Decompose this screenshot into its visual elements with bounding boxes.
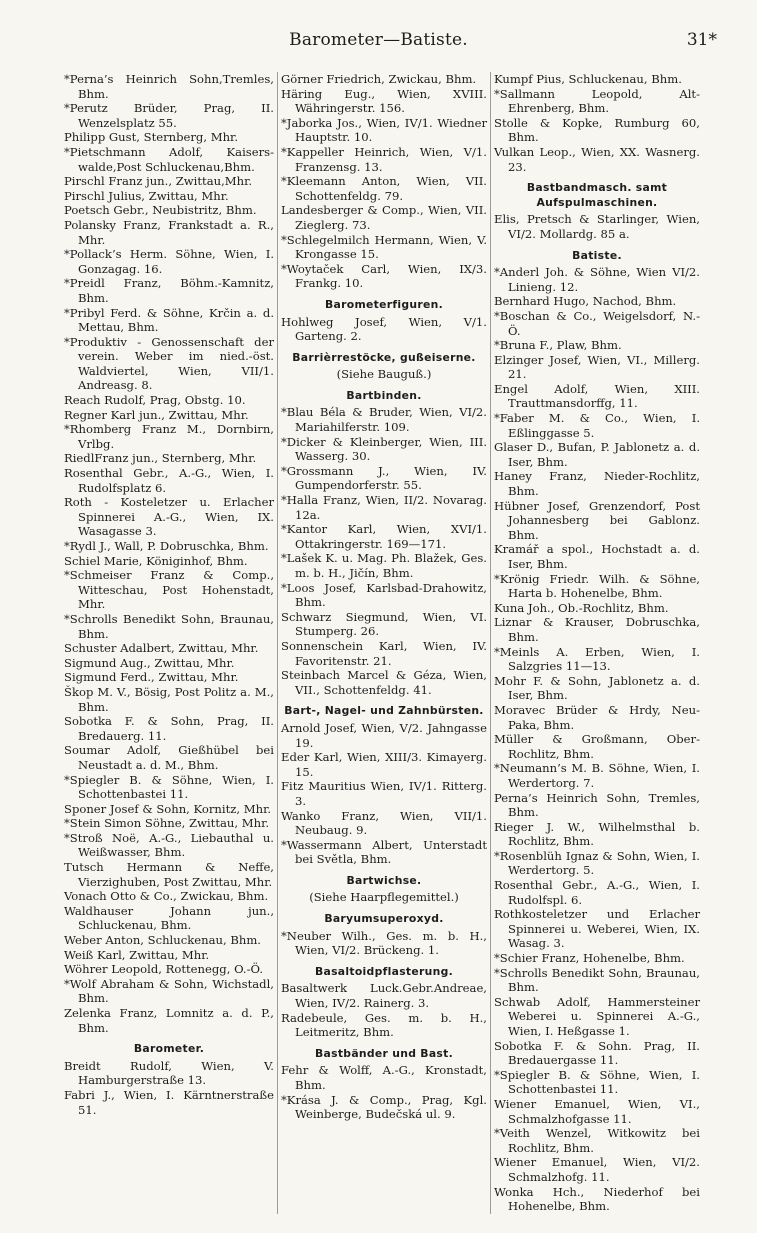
directory-entry: Pirschl Franz jun., Zwittau,Mhr. — [64, 174, 253, 189]
page-number: 31* — [686, 30, 717, 50]
directory-entry: Wanko Franz, Wien, VII/1. Neubaug. 9. — [281, 808, 487, 838]
directory-entry: Zelenka Franz, Lomnitz a. d. P., Bhm. — [64, 1006, 274, 1035]
directory-entry: Škop M. V., Bösig, Post Politz a. M., Bhm. — [64, 684, 274, 714]
directory-entry: *Spiegler B. & Söhne, Wien, I. Schottenbastei 11. — [494, 1067, 700, 1097]
section-heading: Bastbänder und Bast. — [314, 1046, 453, 1060]
directory-entry: Rosenthal Gebr., A.-G., Wien, I. Rudolfspl. 6. — [494, 878, 700, 907]
directory-entry: *Spiegler B. & Söhne, Wien, I. Schottenbastei 11. — [64, 772, 274, 802]
directory-entry: Vonach Otto & Co., Zwickau, Bhm. — [64, 889, 269, 904]
directory-entry: Perna’s Heinrich Sohn, Tremles, Bhm. — [494, 790, 700, 820]
column-2 — [277, 72, 490, 1214]
directory-entry: Sigmund Aug., Zwittau, Mhr. — [64, 655, 235, 670]
section-heading: Barometerfiguren. — [325, 297, 443, 311]
directory-entry: *Schrolls Benedikt Sohn, Braunau, Bhm. — [64, 611, 274, 641]
directory-entry: Weiß Karl, Zwittau, Mhr. — [64, 947, 210, 962]
directory-entry: Tutsch Hermann & Neffe, Vierzighuben, Post Zwittau, Mhr. — [64, 860, 274, 889]
directory-entry: Elzinger Josef, Wien, VI., Millerg. 21. — [494, 352, 700, 382]
directory-entry: Breidt Rudolf, Wien, V. Hamburgerstraße 13. — [64, 1058, 274, 1088]
directory-entry: Rothkosteletzer und Erlacher Spinnerei u. Weberei, Wien, IX. Wasag. 3. — [494, 907, 700, 951]
directory-entry: *Kantor Karl, Wien, XVI/1. Ottakringerstr. 169—171. — [281, 522, 487, 551]
directory-entry: Wonka Hch., Niederhof bei Hohenelbe, Bhm. — [494, 1184, 700, 1214]
directory-entry: *Pietschmann Adolf, Kaisers-walde,Post Schluckenau,Bhm. — [64, 144, 274, 174]
directory-entry: *Krása J. & Comp., Prag, Kgl. Weinberge, Budečská ul. 9. — [281, 1092, 487, 1122]
directory-entry: *Meinls A. Erben, Wien, I. Salzgries 11—13. — [494, 644, 700, 674]
directory-entry: Regner Karl jun., Zwittau, Mhr. — [64, 407, 249, 422]
directory-entry: Hohlweg Josef, Wien, V/1. Garteng. 2. — [281, 314, 487, 344]
directory-entry: *Schlegelmilch Hermann, Wien, V. Krongasse 15. — [281, 232, 487, 262]
directory-entry: Poetsch Gebr., Neubistritz, Bhm. — [64, 203, 257, 218]
directory-entry: Kramář a spol., Hochstadt a. d. Iser, Bhm. — [494, 542, 700, 571]
directory-entry: *Jaborka Jos., Wien, IV/1. Wiedner Hauptstr. 10. — [281, 115, 487, 145]
directory-entry: Fehr & Wolff, A.-G., Kronstadt, Bhm. — [281, 1063, 487, 1092]
directory-entry: *Krönig Friedr. Wilh. & Söhne, Harta b. Hohenelbe, Bhm. — [494, 571, 700, 601]
directory-entry: Sobotka F. & Sohn. Prag, II. Bredauergasse 11. — [494, 1038, 700, 1068]
directory-entry: Roth - Kosteletzer u. Erlacher Spinnerei A.-G., Wien, IX. Wasagasse 3. — [64, 495, 274, 539]
directory-entry: *Grossmann J., Wien, IV. Gumpendorferstr. 55. — [281, 463, 487, 493]
directory-entry: Steinbach Marcel & Géza, Wien, VII., Schottenfeldg. 41. — [281, 668, 487, 697]
section-heading: Barrièrrestöcke, gußeiserne. — [292, 350, 476, 364]
section-heading: Bastbandmasch. samt Aufspulmaschinen. — [526, 181, 668, 209]
directory-entry: Waldhauser Johann jun., Schluckenau, Bhm. — [64, 903, 274, 933]
directory-entry: Pirschl Julius, Zwittau, Mhr. — [64, 188, 229, 203]
directory-entry: Sobotka F. & Sohn, Prag, II. Bredauerg. 11. — [64, 714, 274, 743]
directory-entry: Hübner Josef, Grenzendorf, Post Johannesberg bei Gablonz. Bhm. — [494, 498, 700, 542]
directory-entry: Stolle & Kopke, Rumburg 60, Bhm. — [494, 115, 700, 145]
directory-entry: Eder Karl, Wien, XIII/3. Kimayerg. 15. — [281, 750, 487, 779]
directory-entry: *Stein Simon Söhne, Zwittau, Mhr. — [64, 816, 270, 831]
directory-entry: Sonnenschein Karl, Wien, IV. Favoritenstr. 21. — [281, 638, 487, 668]
directory-entry: *Loos Josef, Karlsbad-Drahowitz, Bhm. — [281, 580, 487, 610]
directory-entry: *Produktiv - Genossenschaft der verein. Weber im nied.-öst. Waldviertel, Wien, VII/1. Andreasg. 8. — [64, 334, 274, 393]
columns — [64, 72, 704, 1214]
section-heading: Batiste. — [572, 248, 622, 262]
directory-entry: *Sallmann Leopold, Alt-Ehrenberg, Bhm. — [494, 86, 700, 116]
directory-entry: Sigmund Ferd., Zwittau, Mhr. — [64, 670, 239, 685]
directory-entry: Haney Franz, Nieder-Rochlitz, Bhm. — [494, 469, 700, 499]
directory-entry: *Wassermann Albert, Unterstadt bei Světla, Bhm. — [281, 837, 487, 867]
directory-entry: Philipp Gust, Sternberg, Mhr. — [64, 130, 239, 145]
directory-entry: *Perutz Brüder, Prag, II. Wenzelsplatz 55. — [64, 101, 274, 130]
directory-entry: *Preidl Franz, Böhm.-Kamnitz, Bhm. — [64, 276, 274, 305]
directory-entry: *Rydl J., Wall, P. Dobruschka, Bhm. — [64, 539, 269, 553]
directory-entry: Radebeule, Ges. m. b. H., Leitmeritz, Bhm. — [281, 1010, 487, 1040]
directory-entry: *Schmeiser Franz & Comp., Witteschau, Post Hohenstadt, Mhr. — [64, 568, 274, 612]
section-heading: Bartbinden. — [346, 388, 422, 402]
section-heading: Barometer. — [133, 1042, 205, 1056]
directory-entry: Arnold Josef, Wien, V/2. Jahngasse 19. — [281, 720, 487, 750]
directory-entry: Schwab Adolf, Hammersteiner Weberei u. Spinnerei A.-G., Wien, I. Heßgasse 1. — [494, 994, 700, 1038]
section-heading: Basaltoidpflasterung. — [314, 964, 454, 978]
directory-entry: Sponer Josef & Sohn, Kornitz, Mhr. — [64, 801, 272, 816]
directory-entry: Vulkan Leop., Wien, XX. Wasnerg. 23. — [494, 144, 700, 174]
column-3 — [490, 72, 703, 1214]
directory-entry: Liznar & Krauser, Dobruschka, Bhm. — [494, 615, 700, 644]
directory-entry: *Schier Franz, Hohenelbe, Bhm. — [494, 951, 685, 966]
directory-entry: Bernhard Hugo, Nachod, Bhm. — [494, 294, 677, 309]
directory-entry: *Pollack’s Herm. Söhne, Wien, I. Gonzagag. 16. — [64, 247, 274, 276]
directory-entry: *Kleemann Anton, Wien, VII. Schottenfeldg. 79. — [281, 174, 487, 203]
directory-entry: *Dicker & Kleinberger, Wien, III. Wasserg. 30. — [281, 434, 487, 464]
directory-entry: *Neumann’s M. B. Söhne, Wien, I. Werdertorg. 7. — [494, 761, 700, 790]
directory-entry: Wiener Emanuel, Wien, VI., Schmalzhofgasse 11. — [494, 1096, 700, 1126]
directory-entry: Müller & Großmann, Ober-Rochlitz, Bhm. — [494, 732, 700, 761]
directory-entry: Wiener Emanuel, Wien, VI/2. Schmalzhofg. 11. — [494, 1155, 700, 1184]
directory-entry: Soumar Adolf, Gießhübel bei Neustadt a. d. M., Bhm. — [64, 743, 274, 772]
directory-entry: Rieger J. W., Wilhelmsthal b. Rochlitz, Bhm. — [494, 819, 700, 849]
directory-entry: *Anderl Joh. & Söhne, Wien VI/2. Linieng. 12. — [494, 265, 700, 294]
directory-entry: Reach Rudolf, Prag, Obstg. 10. — [64, 393, 246, 408]
directory-entry: Engel Adolf, Wien, XIII. Trauttmansdorffg, 11. — [494, 381, 700, 411]
directory-entry: *Kappeller Heinrich, Wien, V/1. Franzensg. 13. — [281, 144, 487, 174]
directory-entry: *Schrolls Benedikt Sohn, Braunau, Bhm. — [494, 965, 700, 995]
directory-entry: Häring Eug., Wien, XVIII. Währingerstr. 156. — [281, 86, 487, 116]
directory-entry: Rosenthal Gebr., A.-G., Wien, I. Rudolfsplatz 6. — [64, 466, 274, 495]
directory-entry: Mohr F. & Sohn, Jablonetz a. d. Iser, Bhm. — [494, 673, 700, 703]
see-reference: (Siehe Bauguß.) — [336, 367, 432, 382]
section-heading: Bart-, Nagel- und Zahnbürsten. — [284, 704, 484, 718]
directory-entry: *Veith Wenzel, Witkowitz bei Rochlitz, Bhm. — [494, 1126, 700, 1155]
directory-entry: RiedlFranz jun., Sternberg, Mhr. — [64, 451, 257, 466]
column-1 — [64, 72, 277, 1214]
directory-entry: Landesberger & Comp., Wien, VII. Zieglerg. 73. — [281, 203, 487, 232]
section-heading: Bartwichse. — [346, 873, 422, 887]
directory-entry: Fitz Mauritius Wien, IV/1. Ritterg. 3. — [281, 779, 487, 808]
directory-entry: Schuster Adalbert, Zwittau, Mhr. — [64, 641, 259, 656]
directory-entry: *Boschan & Co., Weigelsdorf, N.-Ö. — [494, 308, 700, 338]
directory-entry: Kumpf Pius, Schluckenau, Bhm. — [494, 72, 682, 86]
directory-entry: *Blau Béla & Bruder, Wien, VI/2. Mariahilferstr. 109. — [281, 405, 487, 435]
directory-entry: *Woytaček Carl, Wien, IX/3. Frankg. 10. — [281, 261, 487, 291]
directory-entry: *Pribyl Ferd. & Söhne, Krčin a. d. Mettau, Bhm. — [64, 305, 274, 335]
directory-entry: Weber Anton, Schluckenau, Bhm. — [64, 933, 261, 948]
directory-entry: Moravec Brüder & Hrdy, Neu-Paka, Bhm. — [494, 702, 700, 732]
directory-entry: *Neuber Wilh., Ges. m. b. H., Wien, VI/2. Brückeng. 1. — [281, 928, 487, 958]
directory-entry: *Stroß Noë, A.-G., Liebauthal u. Weißwasser, Bhm. — [64, 830, 274, 860]
see-reference: (Siehe Haarpflegemittel.) — [309, 890, 459, 905]
directory-entry: Glaser D., Bufan, P. Jablonetz a. d. Iser, Bhm. — [494, 440, 700, 469]
directory-entry: *Bruna F., Plaw, Bhm. — [494, 338, 622, 353]
directory-entry: Polansky Franz, Frankstadt a. R., Mhr. — [64, 217, 274, 247]
directory-entry: *Halla Franz, Wien, II/2. Novarag. 12a. — [281, 493, 487, 522]
directory-entry: *Lašek K. u. Mag. Ph. Blažek, Ges. m. b. H., Jičín, Bhm. — [281, 551, 487, 580]
directory-entry: *Faber M. & Co., Wien, I. Eßlinggasse 5. — [494, 411, 700, 440]
directory-entry: Elis, Pretsch & Starlinger, Wien, VI/2. Mollardg. 85 a. — [494, 212, 700, 241]
directory-entry: Basaltwerk Luck.Gebr.Andreae, Wien, IV/2. Rainerg. 3. — [281, 981, 487, 1011]
directory-entry: Schwarz Siegmund, Wien, VI. Stumperg. 26. — [281, 609, 487, 639]
directory-entry: *Rhomberg Franz M., Dornbirn, Vrlbg. — [64, 422, 274, 451]
running-title: Barometer—Batiste. — [289, 30, 468, 50]
section-heading: Baryumsuperoxyd. — [324, 912, 444, 926]
directory-entry: Kuna Joh., Ob.-Rochlitz, Bhm. — [494, 600, 669, 615]
directory-entry: *Rosenblüh Ignaz & Sohn, Wien, I. Werdertorg. 5. — [494, 848, 700, 878]
directory-entry: Fabri J., Wien, I. Kärntnerstraße 51. — [64, 1087, 274, 1117]
directory-entry: Schiel Marie, Königinhof, Bhm. — [64, 553, 248, 568]
directory-entry: *Wolf Abraham & Sohn, Wichstadl, Bhm. — [64, 976, 274, 1006]
page-header — [0, 30, 757, 56]
directory-entry: Wöhrer Leopold, Rottenegg, O.-Ö. — [64, 962, 264, 977]
directory-entry: *Perna’s Heinrich Sohn,Tremles, Bhm. — [64, 72, 274, 101]
directory-entry: Görner Friedrich, Zwickau, Bhm. — [281, 72, 477, 86]
